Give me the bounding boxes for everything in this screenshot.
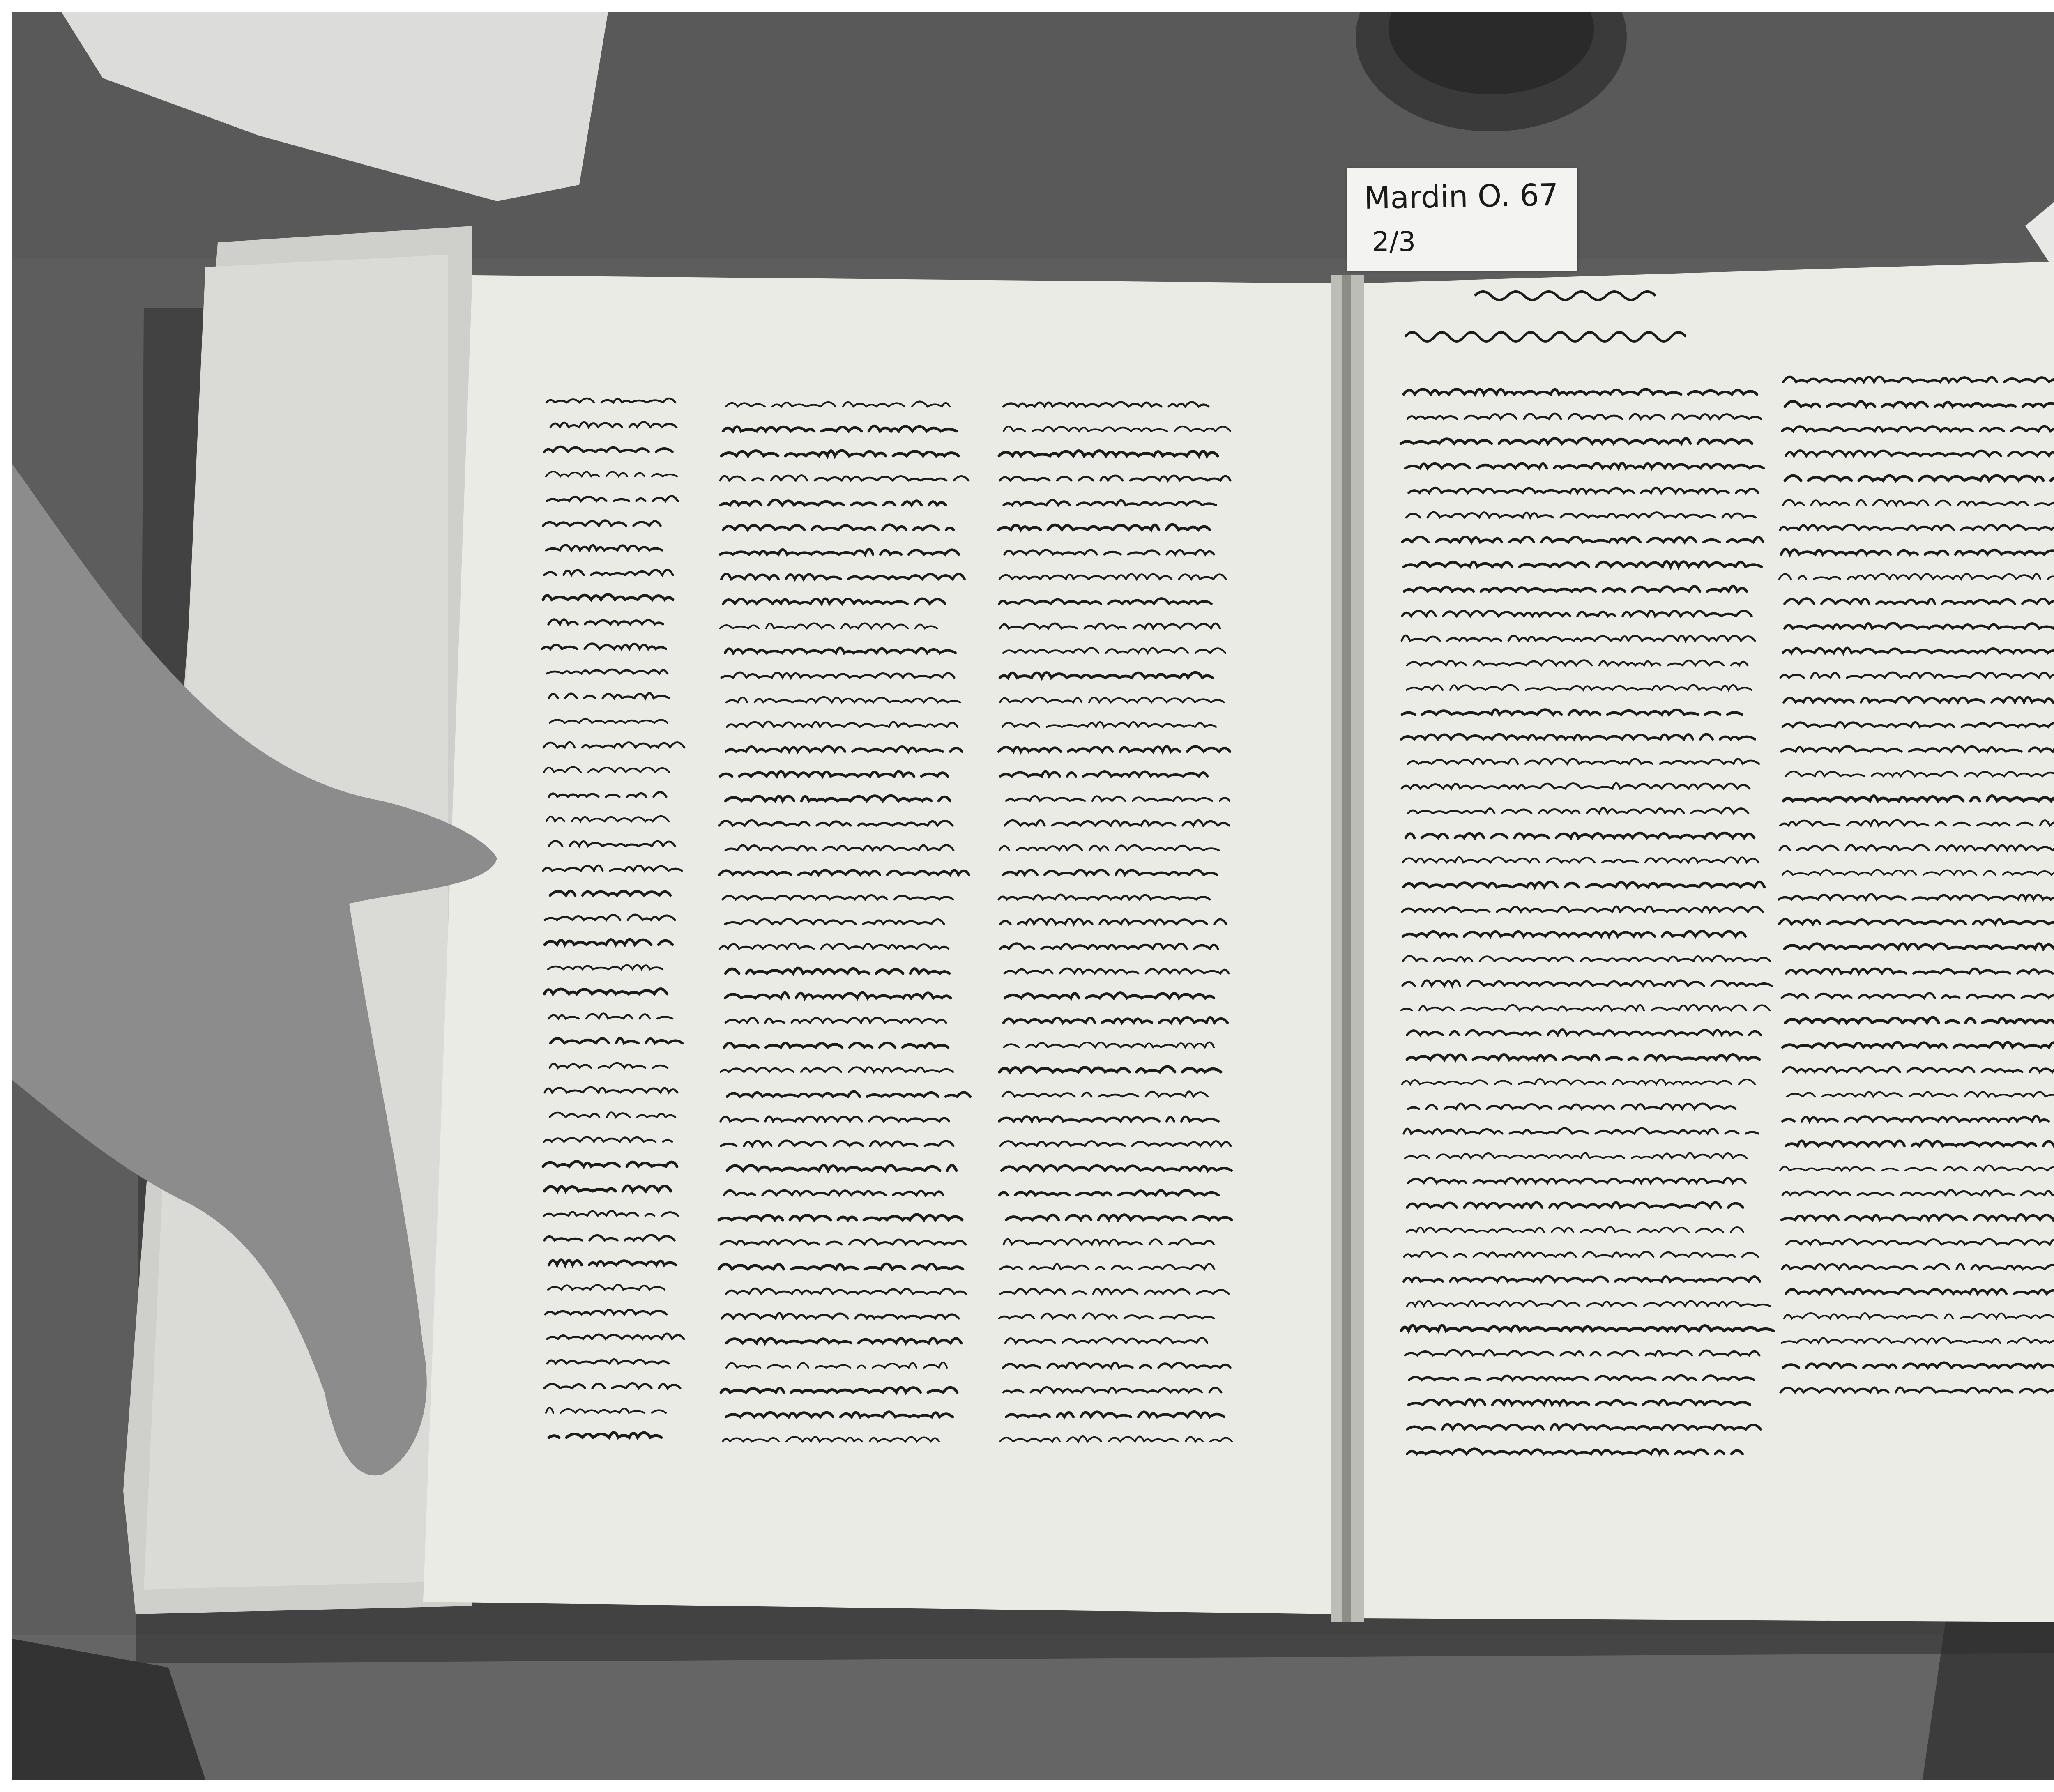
shelfmark-line2: 2/3 (1372, 226, 1416, 258)
shelfmark-label (1347, 168, 1577, 271)
manuscript-photo (12, 12, 2054, 1780)
photo-frame (12, 12, 2054, 1780)
shelfmark-line1: Mardin O. 67 (1364, 177, 1559, 216)
